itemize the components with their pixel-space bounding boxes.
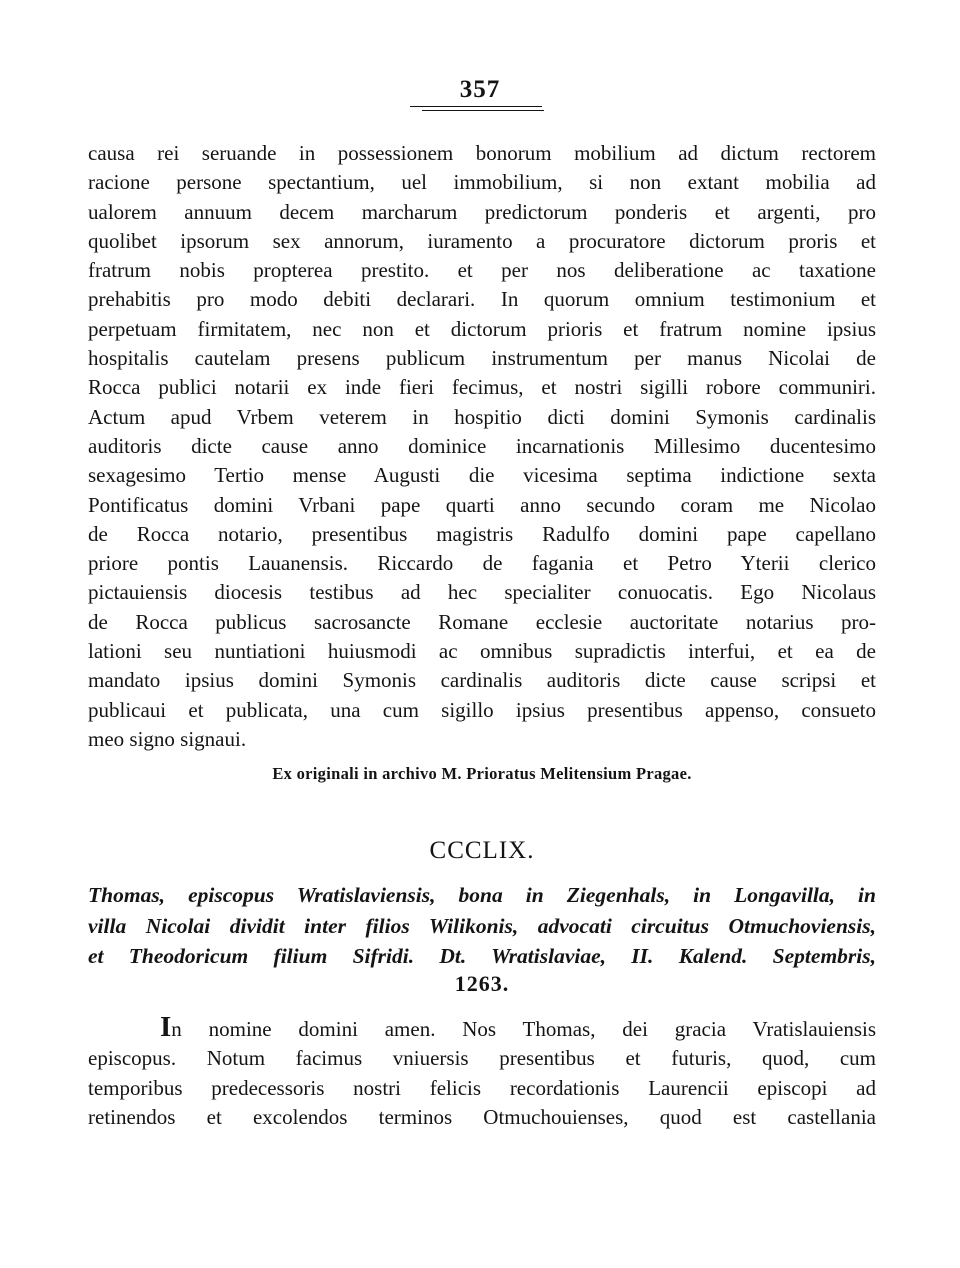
text-line: Rocca publici notarii ex inde fieri fecimus, et nostri sigilli robore communiri. bbox=[88, 375, 876, 400]
first-line-text: n nomine domini amen. Nos Thomas, dei gracia Vratislauiensis bbox=[171, 1017, 876, 1041]
summary-line: et Theodoricum filium Sifridi. Dt. Wratislaviae, II. Kalend. Septembris, bbox=[88, 944, 876, 968]
previous-charter-text bbox=[88, 139, 876, 754]
summary-line: Thomas, episcopus Wratislaviensis, bona in Ziegenhals, in Longavilla, in bbox=[88, 883, 876, 907]
summary-line: villa Nicolai dividit inter filios Wilikonis, advocati circuitus Otmuchoviensis, bbox=[88, 913, 876, 938]
header-rule bbox=[410, 106, 542, 107]
page-number: 357 bbox=[459, 76, 501, 103]
text-line: de Rocca publicus sacrosancte Romane ecclesie auctoritate notarius pro- bbox=[88, 609, 876, 634]
text-line: meo signo signaui. bbox=[88, 726, 247, 751]
text-line: lationi seu nuntiationi huiusmodi ac omnibus supradictis interfui, et ea de bbox=[88, 639, 876, 664]
charter-year: 1263. bbox=[454, 971, 510, 996]
text-line: prehabitis pro modo debiti declarari. In quorum omnium testimonium et bbox=[88, 287, 876, 312]
text-line: causa rei seruande in possessionem bonorum mobilium ad dictum rectorem bbox=[88, 141, 876, 165]
text-line: Pontificatus domini Vrbani pape quarti anno secundo coram me Nicolao bbox=[88, 492, 876, 517]
text-line: de Rocca notario, presentibus magistris Radulfo domini pape capellano bbox=[88, 521, 876, 546]
text-line: ualorem annuum decem marcharum predictorum ponderis et argenti, pro bbox=[88, 199, 876, 224]
initial-letter: I bbox=[160, 1011, 172, 1043]
text-line: publicaui et publicata, una cum sigillo ipsius presentibus appenso, consueto bbox=[88, 697, 876, 722]
charter-body bbox=[88, 1011, 876, 1132]
charter-summary bbox=[88, 880, 876, 972]
text-line: quolibet ipsorum sex annorum, iuramento a procuratore dictorum proris et bbox=[88, 228, 876, 253]
text-line: racione persone spectantium, uel immobilium, si non extant mobilia ad bbox=[88, 170, 876, 195]
text-line: mandato ipsius domini Symonis cardinalis auditoris dicte cause scripsi et bbox=[88, 668, 876, 693]
header-rule-lower bbox=[422, 110, 544, 111]
text-line: episcopus. Notum facimus vniuersis presentibus et futuris, quod, cum bbox=[88, 1046, 876, 1071]
text-line: Actum apud Vrbem veterem in hospitio dicti domini Symonis cardinalis bbox=[88, 404, 876, 429]
text-line: hospitalis cautelam presens publicum instrumentum per manus Nicolai de bbox=[88, 346, 876, 371]
text-line: auditoris dicte cause anno dominice incarnationis Millesimo ducentesimo bbox=[88, 433, 876, 458]
text-line: temporibus predecessoris nostri felicis recordationis Laurencii episcopi ad bbox=[88, 1075, 876, 1100]
text-line: fratrum nobis propterea prestito. et per nos deliberatione ac taxatione bbox=[88, 258, 876, 283]
charter-number: CCCLIX. bbox=[429, 837, 535, 864]
text-line bbox=[88, 1011, 876, 1044]
text-line: retinendos et excolendos terminos Otmuchouienses, quod est castellania bbox=[88, 1104, 876, 1129]
text-line: perpetuam firmitatem, nec non et dictorum prioris et fratrum nomine ipsius bbox=[88, 316, 876, 341]
text-line: sexagesimo Tertio mense Augusti die vicesima septima indictione sexta bbox=[88, 463, 876, 488]
text-line: pictauiensis diocesis testibus ad hec specialiter conuocatis. Ego Nicolaus bbox=[88, 580, 876, 605]
source-note: Ex originali in archivo M. Prioratus Melitensium Pragae. bbox=[272, 764, 692, 783]
text-line: priore pontis Lauanensis. Riccardo de fagania et Petro Yterii clerico bbox=[88, 551, 876, 576]
